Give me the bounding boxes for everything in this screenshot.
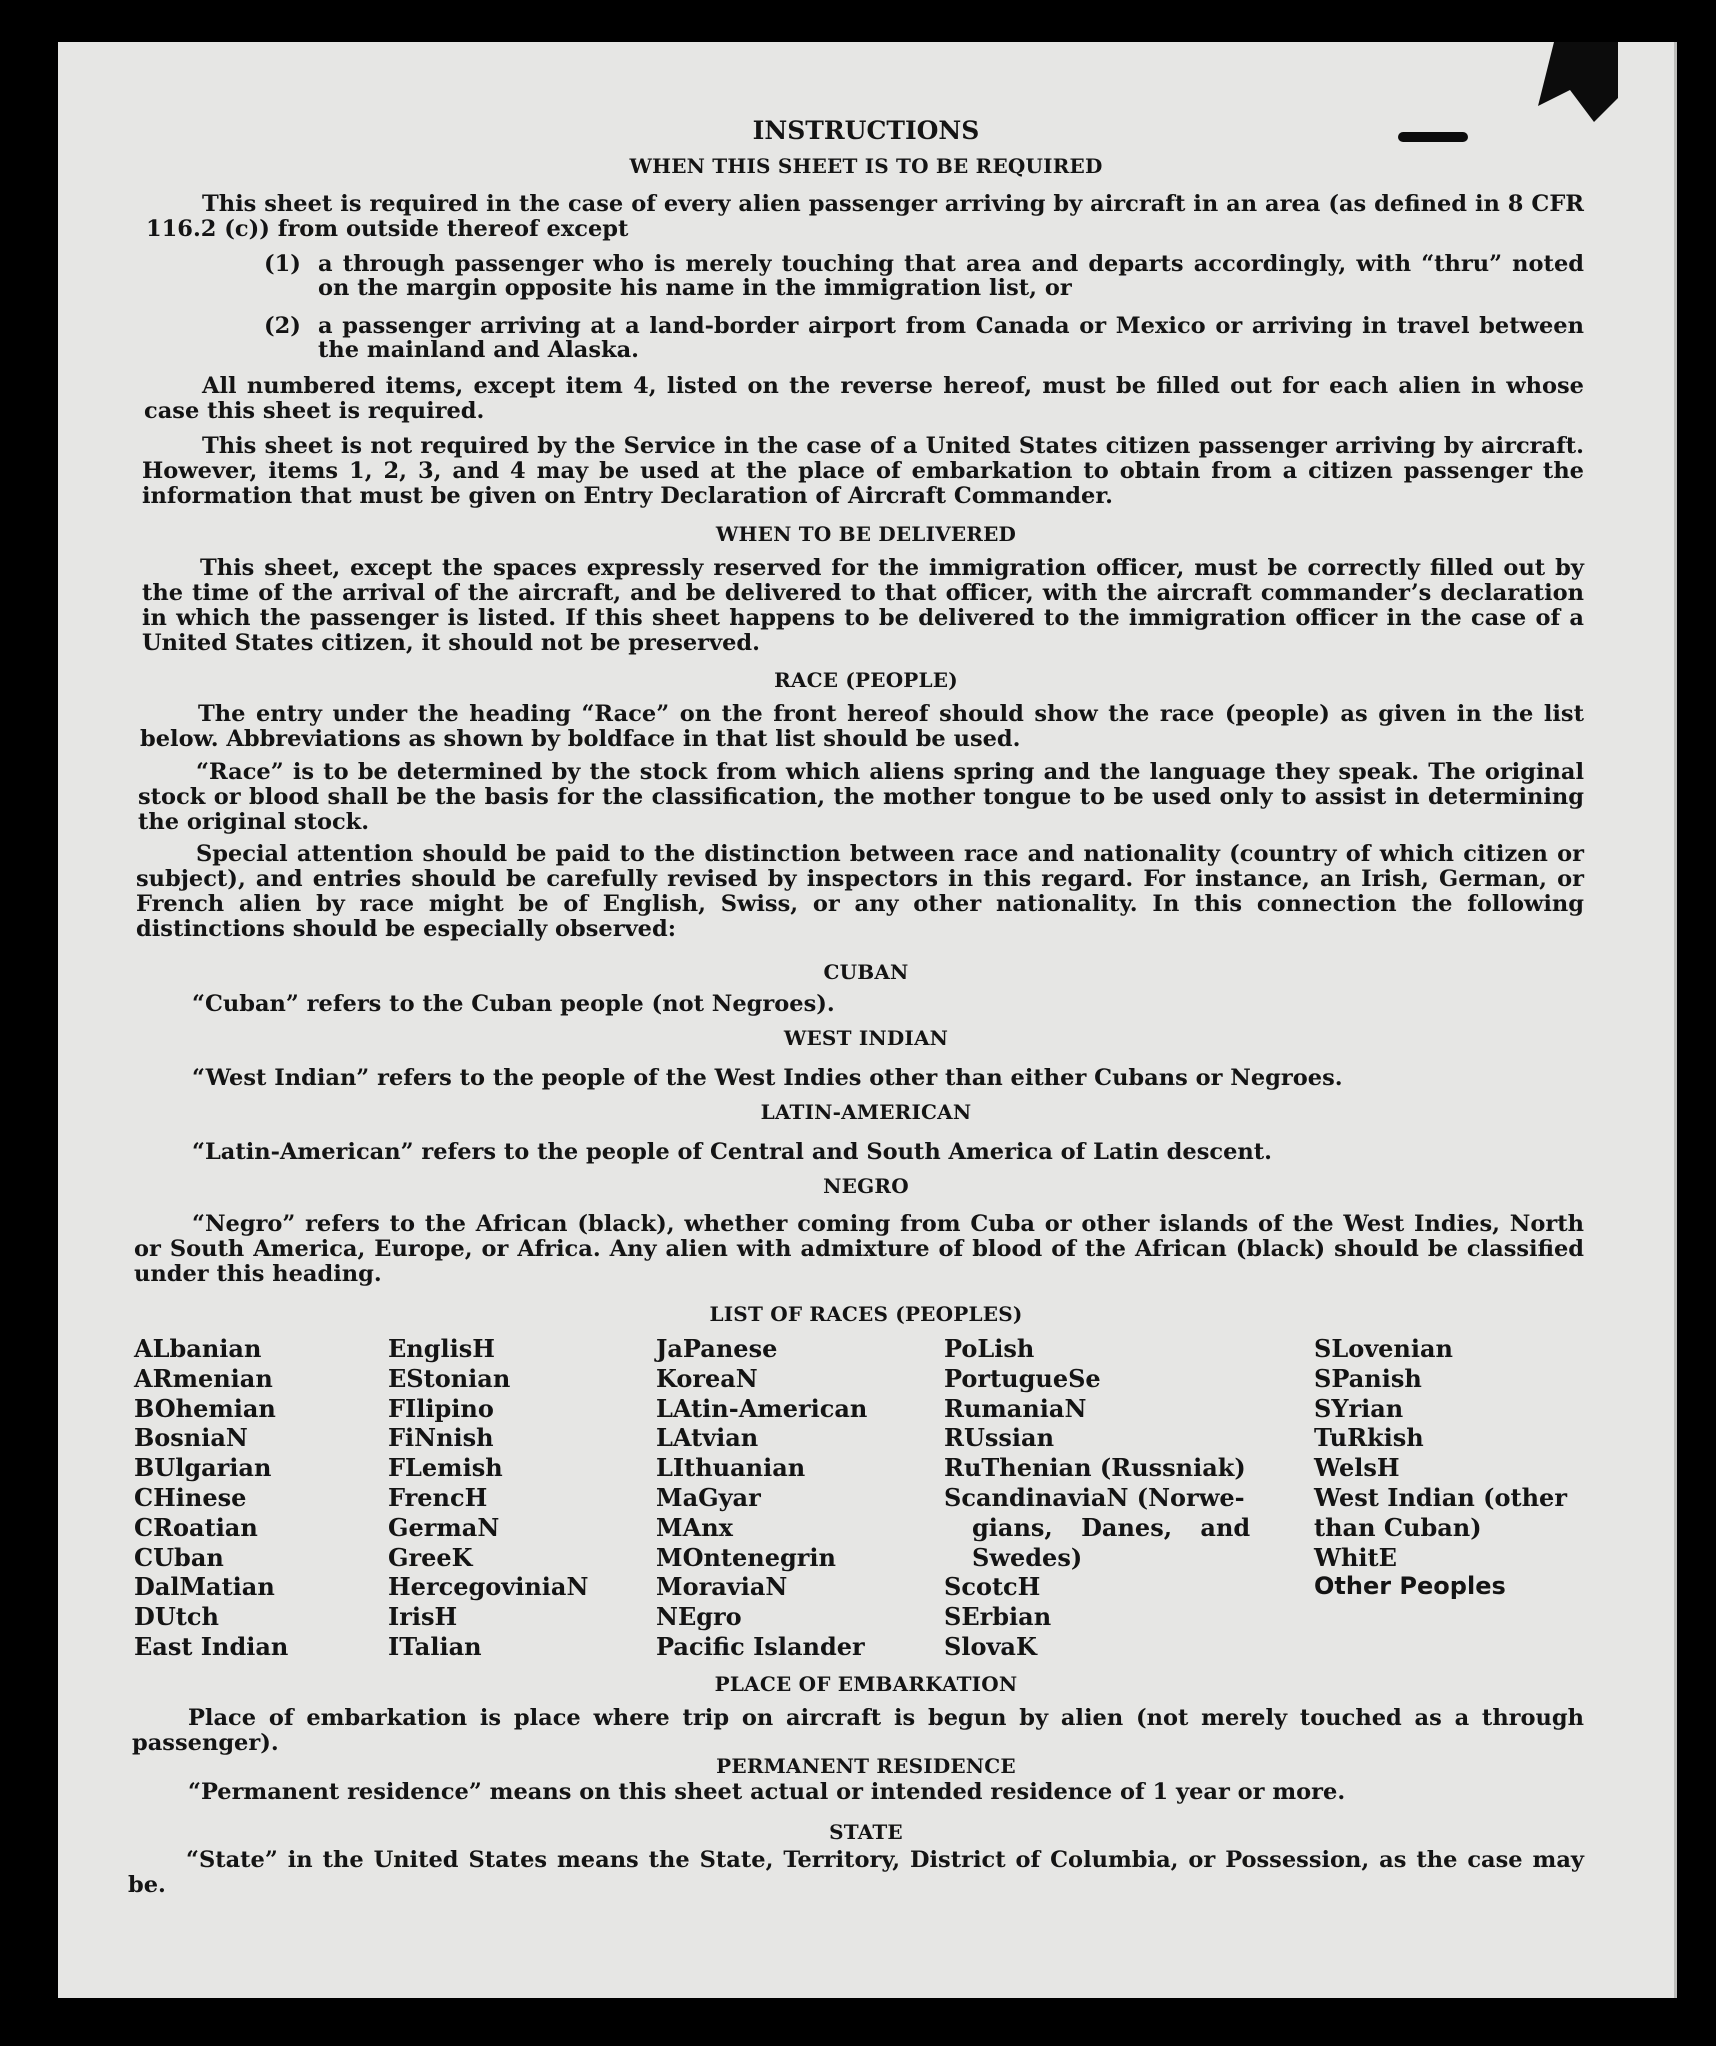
race-entry: MOntenegrin: [656, 1542, 836, 1572]
race-entry: MAnx: [656, 1512, 733, 1542]
race-entry: ITalian: [388, 1631, 482, 1661]
race-entry: CUban: [134, 1542, 224, 1572]
race-entry: PoLish: [944, 1334, 1035, 1363]
race-entry: LAtin-American: [656, 1393, 868, 1423]
torn-corner-mark: [1538, 42, 1618, 122]
section-heading-cuban: CUBAN: [823, 960, 909, 984]
race-entry: HercegoviniaN: [388, 1572, 589, 1602]
west-indian-definition: “West Indian” refers to the people of the West Indies other than either Cubans or Negroes.: [192, 1065, 1343, 1091]
race-entry: FIlipino: [388, 1393, 494, 1423]
race-entry: MoraviaN: [656, 1572, 788, 1602]
race-entry: IrisH: [388, 1602, 458, 1632]
race-entry: BosniaN: [134, 1423, 248, 1453]
section-heading-latin-american: LATIN-AMERICAN: [760, 1100, 972, 1124]
races-column-5: [1314, 1334, 1567, 1602]
race-entry: SPanish: [1314, 1363, 1422, 1393]
section-heading-list-of-races: LIST OF RACES (PEOPLES): [709, 1302, 1023, 1326]
required-paragraph-1: This sheet is required in the case of every alien passenger arriving by aircraft in an area (as defined in 8 CFR 116.2 (c)) from outside thereof except: [146, 191, 1584, 242]
race-entry: Pacific Islander: [656, 1631, 865, 1661]
latin-american-definition: “Latin-American” refers to the people of Central and South America of Latin descent.: [192, 1139, 1272, 1165]
race-entry: JaPanese: [656, 1334, 778, 1363]
required-paragraph-2: All numbered items, except item 4, listed on the reverse hereof, must be filled out for each alien in whose case this sheet is required.: [144, 373, 1584, 424]
race-entry: BOhemian: [134, 1393, 276, 1423]
delivered-paragraph: This sheet, except the spaces expressly reserved for the immigration officer, must be correctly filled out by the time of the arrival of the aircraft, and be delivered to that officer, with the aircraft commander’s declaration in which the passenger is listed. If this sheet happens to be delivered to the immigration officer in the case of a United States citizen, it should not be preserved.: [142, 555, 1584, 656]
race-entry: ScandinaviaN (Norwe-: [944, 1482, 1245, 1512]
section-heading-race: RACE (PEOPLE): [774, 668, 958, 692]
race-entry: RUssian: [944, 1423, 1055, 1453]
exception-item-2-text: a passenger arriving at a land-border airport from Canada or Mexico or arriving in travel between the mainland and Alaska.: [318, 313, 1584, 363]
race-entry: DalMatian: [134, 1572, 275, 1602]
race-entry: CHinese: [134, 1482, 247, 1512]
race-entry: MaGyar: [656, 1482, 761, 1512]
race-entry: RuThenian (Russniak): [944, 1453, 1246, 1483]
required-paragraph-3: This sheet is not required by the Service in the case of a United States citizen passenger arriving by aircraft. However, items 1, 2, 3, and 4 may be used at the place of embarkation to obtain from a citizen passenger the information that must be given on Entry Declaration of Aircraft Commander.: [142, 433, 1584, 509]
race-entry: FLemish: [388, 1453, 503, 1483]
race-entry: BUlgarian: [134, 1453, 272, 1483]
race-entry: SlovaK: [944, 1631, 1037, 1661]
race-entry: East Indian: [134, 1631, 289, 1661]
race-entry: LAtvian: [656, 1423, 759, 1453]
race-entry: WelsH: [1314, 1453, 1400, 1483]
embarkation-definition: Place of embarkation is place where trip on aircraft is begun by alien (not merely touched as a through passenger).: [132, 1705, 1584, 1756]
race-entry: GreeK: [388, 1542, 473, 1572]
race-entry: RumaniaN: [944, 1393, 1087, 1423]
race-entry: ARmenian: [134, 1363, 273, 1393]
race-paragraph-3: Special attention should be paid to the distinction between race and nationality (country of which citizen or subject), and entries should be carefully revised by inspectors in this regard. For instance, an Irish, German, or French alien by race might be of English, Swiss, or any other nationality. In this connection the following distinctions should be especially observed:: [136, 841, 1584, 942]
section-heading-required: WHEN THIS SHEET IS TO BE REQUIRED: [629, 154, 1103, 178]
race-entry: FrencH: [388, 1482, 488, 1512]
race-entry: KoreaN: [656, 1363, 758, 1393]
state-definition: “State” in the United States means the State, Territory, District of Columbia, or Possession, as the case may be.: [128, 1847, 1584, 1898]
race-entry: than Cuban): [1314, 1512, 1482, 1542]
race-entry: GermaN: [388, 1512, 500, 1542]
race-entry: NEgro: [656, 1602, 742, 1632]
races-column-4: [944, 1334, 1250, 1662]
race-entry: EnglisH: [388, 1334, 495, 1363]
race-entry: SYrian: [1314, 1393, 1404, 1423]
race-entry: SErbian: [944, 1602, 1052, 1632]
exception-item-2-number: (2): [264, 313, 301, 339]
race-entry: Swedes): [972, 1542, 1083, 1572]
exception-item-1-number: (1): [264, 251, 301, 277]
section-heading-negro: NEGRO: [823, 1174, 909, 1198]
cuban-definition: “Cuban” refers to the Cuban people (not Negroes).: [192, 991, 835, 1017]
section-heading-delivered: WHEN TO BE DELIVERED: [715, 522, 1017, 546]
races-column-3: [656, 1334, 867, 1662]
race-entry: PortugueSe: [944, 1363, 1101, 1393]
exception-item-2: [264, 314, 1584, 364]
page-title: INSTRUCTIONS: [752, 116, 980, 145]
negro-definition: “Negro” refers to the African (black), whether coming from Cuba or other islands of the West Indies, North or South America, Europe, or Africa. Any alien with admixture of blood of the African (black) should be classified under this heading.: [134, 1211, 1584, 1287]
ink-smudge-mark: [1398, 132, 1468, 142]
section-heading-west-indian: WEST INDIAN: [783, 1026, 949, 1050]
race-entry: FiNnish: [388, 1423, 494, 1453]
races-column-1: [134, 1334, 288, 1662]
document-page: [58, 42, 1677, 1998]
race-entry: SLovenian: [1314, 1334, 1453, 1363]
permanent-residence-definition: “Permanent residence” means on this sheet actual or intended residence of 1 year or more.: [188, 1779, 1346, 1805]
race-entry: gians, Danes, and: [972, 1512, 1251, 1542]
race-entry: DUtch: [134, 1602, 219, 1632]
race-entry: CRoatian: [134, 1512, 258, 1542]
exception-item-1-text: a through passenger who is merely touching that area and departs accordingly, with “thru” noted on the margin opposite his name in the immigration list, or: [318, 251, 1584, 301]
race-entry: WhitE: [1314, 1542, 1397, 1572]
exception-item-1: [264, 252, 1584, 302]
races-column-2: [388, 1334, 588, 1662]
race-entry: ALbanian: [134, 1334, 262, 1363]
race-paragraph-2: “Race” is to be determined by the stock from which aliens spring and the language they speak. The original stock or blood shall be the basis for the classification, the mother tongue to be used only to assist in determining the original stock.: [138, 759, 1584, 835]
section-heading-embarkation: PLACE OF EMBARKATION: [714, 1672, 1018, 1696]
race-entry: West Indian (other: [1314, 1482, 1567, 1512]
section-heading-state: STATE: [829, 1820, 903, 1844]
race-entry: Other Peoples: [1314, 1572, 1506, 1601]
race-entry: ScotcH: [944, 1572, 1041, 1602]
race-entry: EStonian: [388, 1363, 511, 1393]
race-entry: TuRkish: [1314, 1423, 1424, 1453]
race-paragraph-1: The entry under the heading “Race” on the front hereof should show the race (people) as given in the list below. Abbreviations as shown by boldface in that list should be used.: [140, 701, 1584, 752]
race-entry: LIthuanian: [656, 1453, 806, 1483]
section-heading-permanent-residence: PERMANENT RESIDENCE: [716, 1754, 1016, 1778]
